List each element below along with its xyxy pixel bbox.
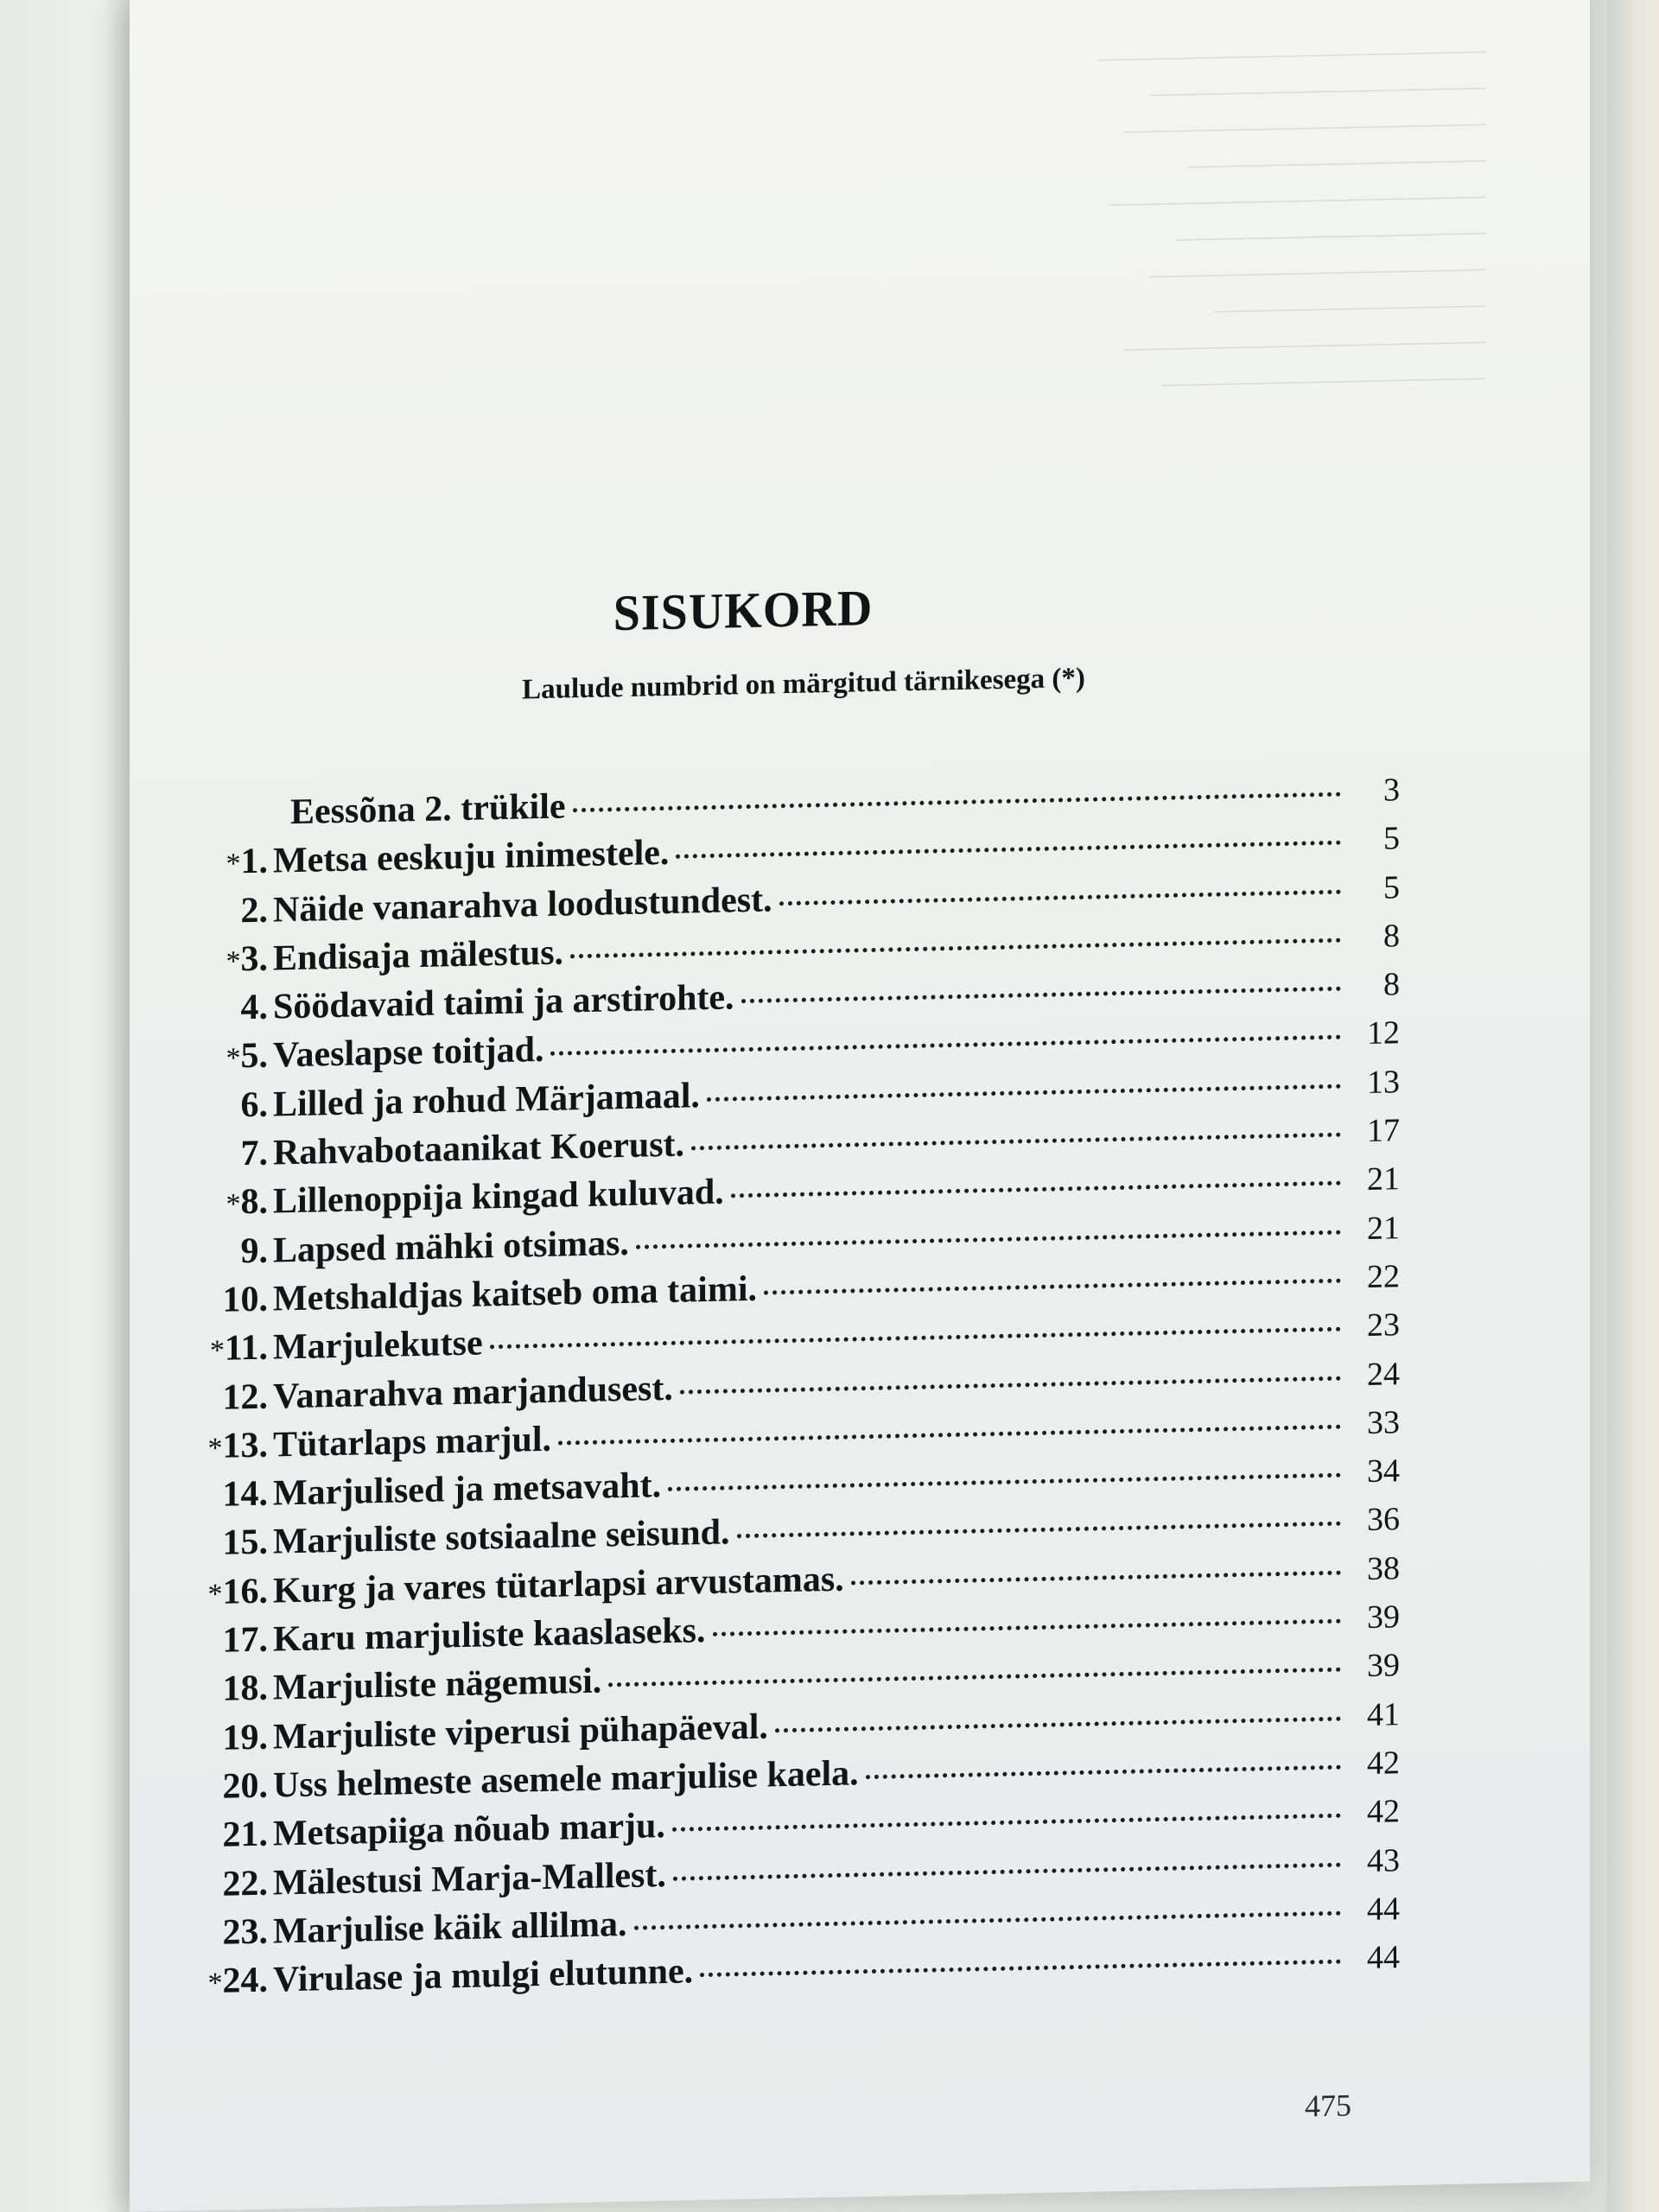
toc-entry-page: 38 [1367, 1549, 1400, 1587]
toc-number-text: 9. [240, 1230, 268, 1271]
toc-entry-title: Näide vanarahva loodustundest. [273, 880, 772, 931]
song-marker-asterisk: * [226, 848, 241, 880]
dot-leader [608, 1668, 1341, 1688]
toc-entry-title: Marjulised ja metsavaht. [273, 1465, 662, 1514]
toc-entry-title: Marjulekutse [273, 1323, 483, 1368]
toc-entry-title: Marjuliste nägemusi. [273, 1661, 602, 1708]
toc-entry-page: 8 [1383, 966, 1400, 1003]
toc-number-text: 3. [240, 938, 268, 980]
toc-number-text: 14. [222, 1473, 268, 1515]
toc-number-text: 16. [222, 1571, 268, 1612]
toc-entry-page: 42 [1367, 1793, 1400, 1831]
dot-leader [764, 1279, 1341, 1295]
toc-entry-page: 13 [1367, 1063, 1400, 1101]
toc-entry-page: 22 [1367, 1258, 1400, 1295]
dot-leader [668, 1473, 1341, 1491]
toc-entry-title: Lilled ja rohud Märjamaal. [273, 1075, 700, 1125]
toc-entry-number [156, 1814, 273, 1858]
toc-number-text: 22. [222, 1863, 268, 1904]
toc-entry-number [156, 1473, 273, 1517]
toc-entry-page: 21 [1367, 1209, 1400, 1247]
toc-entry-title: Lillenoppija kingad kuluvad. [273, 1172, 724, 1222]
toc-entry-title: Endisaja mälestus. [273, 932, 564, 979]
dot-leader [731, 1181, 1341, 1198]
toc-entry-number [156, 1910, 273, 1955]
toc-entry-title: Marjulise käik allilma. [273, 1904, 627, 1952]
song-marker-asterisk: * [207, 1578, 223, 1611]
book-page [130, 0, 1590, 2212]
toc-number-text: 10. [222, 1279, 268, 1320]
toc-entry-number [156, 1376, 273, 1420]
toc-entry-title: Marjuliste sotsiaalne seisund. [273, 1512, 730, 1562]
toc-entry-number [156, 1862, 273, 1906]
toc-number-text: 24. [222, 1960, 268, 2001]
toc-entry-page: 41 [1367, 1695, 1400, 1733]
toc-entry-page: 44 [1367, 1939, 1400, 1977]
toc-number-text: 15. [222, 1522, 268, 1564]
toc-entry-title: Rahvabotaanikat Koerust. [273, 1124, 685, 1173]
toc-entry-number [156, 1619, 273, 1663]
toc-number-text: 18. [222, 1668, 268, 1710]
toc-entry-title: Metsapiiga nõuab marju. [273, 1806, 665, 1854]
toc-number-text: 4. [240, 987, 268, 1028]
dot-leader [672, 1814, 1341, 1832]
toc-entry-page: 17 [1367, 1112, 1400, 1150]
toc-entry-title: Tütarlaps marjul. [273, 1419, 552, 1465]
dot-leader [779, 889, 1341, 906]
toc-entry-page: 42 [1367, 1745, 1400, 1782]
toc-entry-page: 33 [1367, 1404, 1400, 1441]
page-title: SISUKORD [613, 580, 874, 642]
table-of-contents [156, 768, 1400, 2011]
toc-number-text: 6. [240, 1084, 268, 1126]
dot-leader [636, 1230, 1341, 1249]
toc-number-text: 12. [222, 1376, 268, 1418]
toc-number-text: 21. [222, 1814, 268, 1855]
toc-entry-page: 36 [1367, 1501, 1400, 1539]
dot-leader [775, 1716, 1341, 1732]
song-marker-asterisk: * [207, 1967, 223, 2000]
dot-leader [676, 841, 1341, 859]
toc-number-text: 7. [240, 1133, 268, 1174]
toc-entry-title: Metsa eeskuju inimestele. [273, 833, 670, 881]
toc-number-text: 1. [240, 841, 268, 882]
page-subtitle: Laulude numbrid on märgitud tärnikesega (*) [522, 662, 1085, 706]
toc-entry-title: Virulase ja mulgi elutunne. [273, 1951, 694, 2000]
toc-number-text: 13. [222, 1425, 268, 1466]
dot-leader [707, 1084, 1341, 1101]
toc-entry-title: Marjuliste viperusi pühapäeval. [273, 1707, 768, 1758]
toc-entry-page: 24 [1367, 1355, 1400, 1393]
toc-entry-number [156, 1133, 273, 1177]
song-marker-asterisk: * [226, 945, 241, 978]
toc-entry-title: Lapsed mähki otsimas. [273, 1223, 629, 1271]
toc-entry-title: Eessõna 2. trükile [290, 786, 566, 833]
dot-leader [866, 1765, 1341, 1780]
toc-entry-number [156, 1327, 273, 1371]
show-through-text: ______________________________ __________________________ ____________________________ _______________________ _____________________________ ________________________ __________________________ _____________________ ____________________________ _________________________ [1097, 27, 1486, 389]
dot-leader [700, 1960, 1341, 1978]
dot-leader [737, 1522, 1341, 1539]
toc-entry-number [156, 987, 273, 1031]
toc-entry-title: Karu marjuliste kaaslaseks. [273, 1611, 706, 1660]
toc-entry-number [156, 1570, 273, 1614]
toc-entry-number [156, 1084, 273, 1128]
toc-entry-page: 21 [1367, 1160, 1400, 1198]
toc-number-text: 2. [240, 890, 268, 931]
dot-leader [680, 1376, 1341, 1394]
dot-leader [673, 1862, 1341, 1880]
song-marker-asterisk: * [226, 1188, 241, 1222]
toc-entry-number [156, 938, 273, 982]
page-content [130, 0, 1590, 2212]
toc-entry-title: Vaeslapse toitjad. [273, 1030, 544, 1077]
toc-entry-page: 3 [1383, 772, 1400, 809]
toc-entry-title: Uss helmeste asemele marjulise kaela. [273, 1753, 859, 1806]
dot-leader [573, 792, 1341, 813]
toc-entry-page: 44 [1367, 1891, 1400, 1928]
toc-entry-number [156, 1230, 273, 1274]
toc-entry-title: Söödavaid taimi ja arstirohte. [273, 977, 734, 1027]
dot-leader [550, 1035, 1341, 1056]
toc-entry-number [156, 889, 273, 933]
toc-entry-number [156, 1278, 273, 1322]
song-marker-asterisk: * [209, 1334, 225, 1368]
toc-number-text: 19. [222, 1717, 268, 1758]
dot-leader [691, 1133, 1341, 1151]
toc-number-text: 17. [222, 1619, 268, 1661]
toc-entry-number [156, 1668, 273, 1712]
toc-entry-number [156, 1764, 273, 1808]
song-marker-asterisk: * [207, 1432, 223, 1465]
right-page-edges [1607, 0, 1659, 2212]
song-marker-asterisk: * [226, 1042, 241, 1076]
toc-number-text: 23. [222, 1911, 268, 1953]
toc-number-text: 5. [240, 1036, 268, 1077]
dot-leader [490, 1327, 1341, 1350]
dot-leader [741, 987, 1341, 1004]
page-number: 475 [1305, 2088, 1351, 2124]
dot-leader [558, 1424, 1341, 1445]
toc-entry-page: 5 [1383, 868, 1400, 906]
toc-entry-number [156, 1522, 273, 1566]
toc-entry-number [156, 1035, 273, 1079]
toc-entry-page: 39 [1367, 1599, 1400, 1637]
toc-entry-number [156, 1424, 273, 1468]
dot-leader [570, 938, 1341, 959]
toc-entry-number [156, 1181, 273, 1225]
dot-leader [634, 1910, 1342, 1929]
toc-entry-page: 8 [1383, 918, 1400, 955]
toc-number-text: 20. [222, 1765, 268, 1807]
toc-entry-title: Metshaldjas kaitseb oma taimi. [273, 1268, 757, 1319]
toc-entry-page: 39 [1367, 1647, 1400, 1685]
dot-leader [851, 1570, 1341, 1585]
toc-entry-title: Kurg ja vares tütarlapsi arvustamas. [273, 1559, 844, 1611]
toc-entry-page: 23 [1367, 1306, 1400, 1344]
toc-entry-number [156, 1960, 273, 2004]
toc-entry-title: Vanarahva marjandusest. [273, 1368, 673, 1417]
toc-entry-page: 5 [1383, 820, 1400, 857]
left-page-edge [0, 0, 151, 2212]
toc-number-text: 11. [224, 1327, 268, 1369]
toc-entry-title: Mälestusi Marja-Mallest. [273, 1854, 666, 1904]
toc-entry-page: 12 [1367, 1014, 1400, 1052]
toc-entry-page: 43 [1367, 1841, 1400, 1879]
toc-entry-page: 34 [1367, 1452, 1400, 1491]
toc-entry-number [156, 1716, 273, 1760]
toc-number-text: 8. [240, 1182, 268, 1223]
dot-leader [713, 1619, 1341, 1637]
toc-entry-number [156, 823, 290, 826]
toc-entry-number [156, 841, 273, 885]
